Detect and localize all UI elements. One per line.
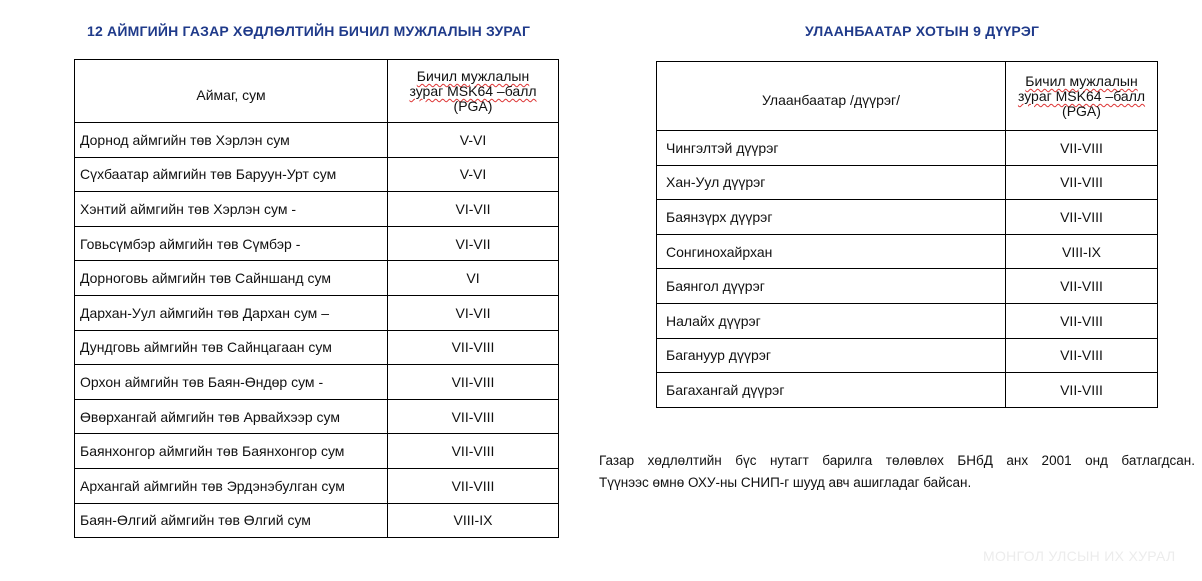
table-row bbox=[75, 226, 559, 261]
row-name: Баянзүрх дүүрэг bbox=[657, 200, 1006, 235]
row-name: Дорнод аймгийн төв Хэрлэн сум bbox=[75, 123, 388, 158]
watermark: МОНГОЛ УЛСЫН ИХ ХУРАЛ bbox=[983, 548, 1176, 564]
row-name: Орхон аймгийн төв Баян-Өндөр сум - bbox=[75, 365, 388, 400]
note-paragraph bbox=[599, 450, 1195, 494]
header-intensity-line1: Бичил мужлалын bbox=[416, 68, 530, 84]
row-intensity: V-VI bbox=[388, 157, 559, 192]
table-row bbox=[75, 399, 559, 434]
row-intensity: VII-VIII bbox=[1006, 338, 1158, 373]
row-intensity: VIII-IX bbox=[388, 503, 559, 538]
row-intensity: VII-VIII bbox=[1006, 373, 1158, 408]
table-header-row bbox=[657, 62, 1158, 131]
district-seismic-table bbox=[656, 61, 1158, 408]
table-row bbox=[75, 365, 559, 400]
row-intensity: VI-VII bbox=[388, 192, 559, 227]
table-row bbox=[75, 295, 559, 330]
row-intensity: VII-VIII bbox=[388, 434, 559, 469]
table-row bbox=[657, 234, 1158, 269]
row-name: Өвөрхангай аймгийн төв Арвайхээр сум bbox=[75, 399, 388, 434]
table-row bbox=[75, 123, 559, 158]
row-name: Архангай аймгийн төв Эрдэнэбулган сум bbox=[75, 468, 388, 503]
table-row bbox=[75, 192, 559, 227]
row-name: Хэнтий аймгийн төв Хэрлэн сум - bbox=[75, 192, 388, 227]
row-name: Дорноговь аймгийн төв Сайншанд сум bbox=[75, 261, 388, 296]
table-row bbox=[657, 131, 1158, 166]
row-intensity: VI bbox=[388, 261, 559, 296]
row-intensity: VII-VIII bbox=[388, 468, 559, 503]
row-name: Дундговь аймгийн төв Сайнцагаан сум bbox=[75, 330, 388, 365]
row-intensity: VII-VIII bbox=[1006, 303, 1158, 338]
row-name: Баянгол дүүрэг bbox=[657, 269, 1006, 304]
row-intensity: VIII-IX bbox=[1006, 234, 1158, 269]
right-table-title: УЛААНБААТАР ХОТЫН 9 ДҮҮРЭГ bbox=[805, 23, 1040, 39]
row-intensity: VI-VII bbox=[388, 295, 559, 330]
table-row bbox=[657, 165, 1158, 200]
row-name: Баян-Өлгий аймгийн төв Өлгий сум bbox=[75, 503, 388, 538]
header-intensity-line3: (PGA) bbox=[453, 98, 493, 114]
row-intensity: VII-VIII bbox=[1006, 269, 1158, 304]
header-aimag-sum: Аймаг, сум bbox=[75, 60, 388, 123]
table-row bbox=[75, 261, 559, 296]
header-intensity-line2: зураг MSK64 –балл bbox=[1017, 88, 1146, 104]
aimag-seismic-table bbox=[74, 59, 559, 538]
table-row bbox=[75, 468, 559, 503]
header-intensity-line2: зураг MSK64 –балл bbox=[409, 83, 537, 99]
row-name: Багануур дүүрэг bbox=[657, 338, 1006, 373]
row-intensity: VII-VIII bbox=[1006, 165, 1158, 200]
table-row bbox=[657, 269, 1158, 304]
table-row bbox=[75, 330, 559, 365]
header-intensity bbox=[388, 60, 559, 123]
header-intensity bbox=[1006, 62, 1158, 131]
table-row bbox=[657, 338, 1158, 373]
row-intensity: V-VI bbox=[388, 123, 559, 158]
note-line-2: Түүнээс өмнө ОХУ-ны СНИП-г шууд авч ашигладаг байсан. bbox=[599, 475, 972, 490]
table-row bbox=[657, 200, 1158, 235]
table-row bbox=[75, 503, 559, 538]
row-name: Баянхонгор аймгийн төв Баянхонгор сум bbox=[75, 434, 388, 469]
row-name: Багахангай дүүрэг bbox=[657, 373, 1006, 408]
header-intensity-line1: Бичил мужлалын bbox=[1025, 73, 1138, 89]
table-row bbox=[75, 157, 559, 192]
table-row bbox=[657, 373, 1158, 408]
row-intensity: VII-VIII bbox=[388, 399, 559, 434]
row-name: Дархан-Уул аймгийн төв Дархан сум – bbox=[75, 295, 388, 330]
row-name: Хан-Уул дүүрэг bbox=[657, 165, 1006, 200]
table-row bbox=[657, 303, 1158, 338]
row-intensity: VII-VIII bbox=[388, 330, 559, 365]
row-intensity: VII-VIII bbox=[388, 365, 559, 400]
table-row bbox=[75, 434, 559, 469]
header-district: Улаанбаатар /дүүрэг/ bbox=[657, 62, 1006, 131]
row-name: Налайх дүүрэг bbox=[657, 303, 1006, 338]
row-name: Сонгинохайрхан bbox=[657, 234, 1006, 269]
table-header-row bbox=[75, 60, 559, 123]
row-name: Сүхбаатар аймгийн төв Баруун-Урт сум bbox=[75, 157, 388, 192]
row-intensity: VII-VIII bbox=[1006, 131, 1158, 166]
row-intensity: VII-VIII bbox=[1006, 200, 1158, 235]
header-intensity-line3: (PGA) bbox=[1062, 103, 1101, 119]
row-intensity: VI-VII bbox=[388, 226, 559, 261]
note-line-1: Газар хөдлөлтийн бүс нутагт барилга төлөвлөх БНбД анх 2001 онд батлагдсан. bbox=[599, 453, 1195, 468]
row-name: Говьсүмбэр аймгийн төв Сүмбэр - bbox=[75, 226, 388, 261]
left-table-title: 12 АЙМГИЙН ГАЗАР ХӨДЛӨЛТИЙН БИЧИЛ МУЖЛАЛЫН ЗУРАГ bbox=[87, 23, 531, 39]
row-name: Чингэлтэй дүүрэг bbox=[657, 131, 1006, 166]
